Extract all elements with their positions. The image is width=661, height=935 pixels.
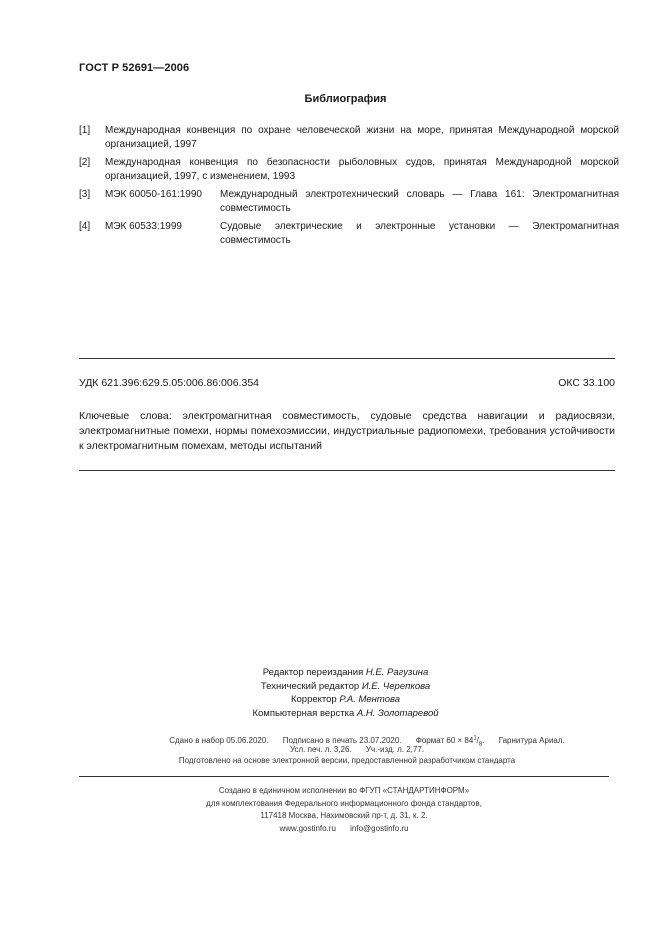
publisher-website-link[interactable]: www.gostinfo.ru [279,823,336,833]
credit-role: Компьютерная верстка [252,707,355,719]
publisher-line: для комплектования Федерального информационного фонда стандартов, [206,798,482,808]
standard-code: ГОСТ Р 52691—2006 [79,62,190,74]
print-info-note: Подготовлено на основе электронной версии, предоставленной разработчиком стандарта [178,756,516,765]
credit-name: Р.А. Ментова [339,694,401,705]
bibliography-item-text: Международная конвенция по безопасности рыболовных судов, принятая Международной морской организацией, 1997, с изменением, 1993 [105,157,619,182]
credit-line [30,666,661,680]
publisher-contacts [79,823,609,836]
credit-name: А.Н. Золотаревой [356,707,439,719]
set-date: Сдано в набор 05.06.2020. [169,735,269,745]
bibliography-item-number: [2] [79,157,91,168]
publisher-line: Создано в единичном исполнении во ФГУП «СТАНДАРТИНФОРМ» [218,786,470,795]
credit-line [30,707,661,721]
oks-code: ОКС 33.100 [558,377,615,389]
paper-format: Формат $60 \times 84^1/_8$. [415,735,485,748]
bibliography-item [79,156,619,184]
format-prefix: Формат 60 × 84 [415,735,474,745]
typeface: Гарнитура Ариал. [498,735,565,745]
credit-role: Редактор переиздания [262,667,364,678]
bibliography-item-code: МЭК 60050-161:1990 [105,189,202,200]
bibliography-item-code: МЭК 60533:1999 [105,221,182,232]
publisher-email-link[interactable]: info@gostinfo.ru [350,823,409,833]
udk-code: УДК 621.396:629.5.05:006.86:006.354 [79,377,259,389]
bibliography-list [79,124,619,252]
credit-line [30,680,661,694]
bibliography-item-text: Судовые электрические и электронные установки — Электромагнитная совместимость [220,221,619,246]
divider [79,470,615,471]
divider [79,776,609,777]
bibliography-item [79,220,619,248]
format-suffix: . [482,735,485,745]
print-sheets: Усл. печ. л. 3,26. [289,745,352,754]
credit-name: Н.Е. Рагузина [365,667,429,678]
credit-role: Технический редактор [260,680,360,692]
divider [79,358,615,359]
bibliography-item-number: [3] [79,189,91,200]
bibliography-title: Библиография [304,93,387,105]
publisher-address: 117418 Москва, Нахимовский пр-т, д. 31, к. 2. [260,811,428,820]
format-denominator: 8 [478,741,483,748]
credit-role: Корректор [290,694,337,705]
keywords: Ключевые слова: электромагнитная совместимость, судовые средства навигации и радиосвязи, электромагнитные помехи, нормы помехоэмиссии, индустриальные радиопомехи, требования устойчивости к электромагнитным помехам, методы испытаний [79,410,615,452]
credit-line [30,693,661,707]
publication-sheets: Уч.-изд. л. 2,77. [365,745,425,754]
credit-name: И.Е. Черепкова [361,680,431,692]
bibliography-item-text: Международный электротехнический словарь — Глава 161: Электромагнитная совместимость [220,189,619,214]
credits-block [0,666,661,720]
signed-date: Подписано в печать 23.07.2020. [282,735,402,745]
publisher-block [79,785,609,835]
bibliography-item [79,124,619,152]
bibliography-item [79,188,619,216]
bibliography-item-number: [1] [79,125,91,136]
bibliography-item-text: Международная конвенция по охране человеческой жизни на море, принятая Международной морской организацией, 1997 [105,125,619,150]
format-numerator: 1 [473,735,477,741]
bibliography-item-number: [4] [79,221,91,232]
